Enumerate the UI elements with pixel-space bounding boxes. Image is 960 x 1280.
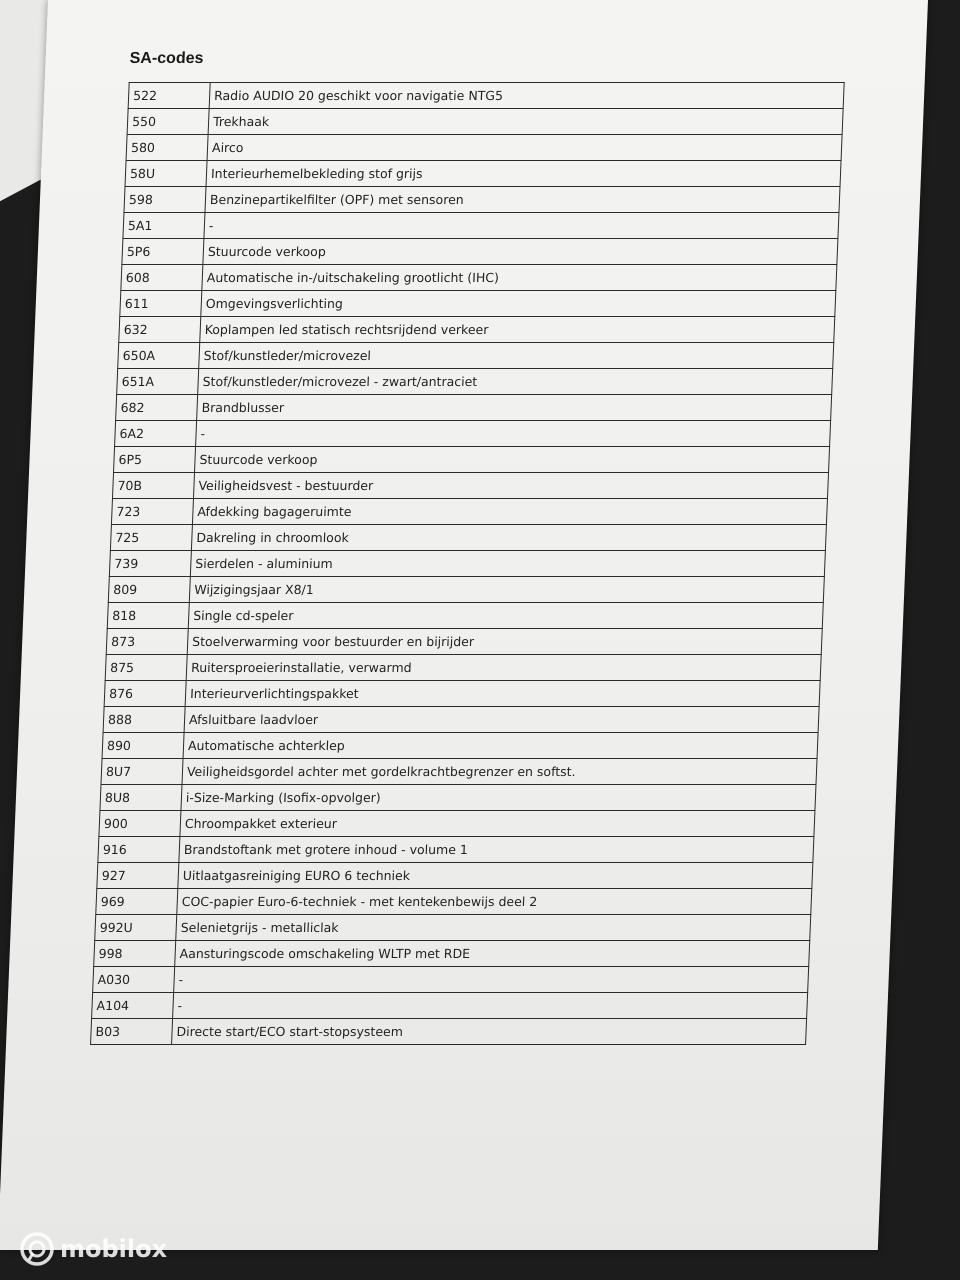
description-cell: Benzinepartikelfilter (OPF) met sensoren bbox=[205, 187, 840, 213]
table-row bbox=[119, 317, 835, 343]
code-cell: 8U7 bbox=[101, 759, 183, 785]
table-row bbox=[111, 499, 827, 525]
code-cell: 682 bbox=[116, 395, 198, 421]
page-title: SA-codes bbox=[129, 50, 204, 67]
table-row bbox=[110, 525, 826, 551]
description-cell: Ruitersproeierinstallatie, verwarmd bbox=[186, 655, 821, 681]
mobilox-logo-icon bbox=[20, 1232, 54, 1266]
sa-codes-table-body bbox=[91, 83, 845, 1045]
description-cell: Omgevingsverlichting bbox=[201, 291, 836, 317]
description-cell: Sierdelen - aluminium bbox=[190, 551, 825, 577]
code-cell: A030 bbox=[93, 967, 175, 993]
table-row bbox=[101, 759, 817, 785]
table-row bbox=[100, 785, 816, 811]
code-cell: 6P5 bbox=[114, 447, 196, 473]
code-cell: 651A bbox=[117, 369, 199, 395]
description-cell: i-Size-Marking (Isofix-opvolger) bbox=[181, 785, 816, 811]
code-cell: 611 bbox=[120, 291, 202, 317]
table-row bbox=[127, 109, 843, 135]
table-row bbox=[98, 837, 814, 863]
code-cell: 723 bbox=[111, 499, 193, 525]
table-row bbox=[118, 343, 834, 369]
table-row bbox=[121, 265, 837, 291]
table-row bbox=[116, 395, 832, 421]
description-cell: Aansturingscode omschakeling WLTP met RDE bbox=[175, 941, 810, 967]
code-cell: 6A2 bbox=[115, 421, 197, 447]
code-cell: 580 bbox=[126, 135, 208, 161]
description-cell: Stuurcode verkoop bbox=[203, 239, 838, 265]
description-cell: Brandstoftank met grotere inhoud - volume 1 bbox=[179, 837, 814, 863]
code-cell: 875 bbox=[105, 655, 187, 681]
table-row bbox=[126, 135, 842, 161]
code-cell: 992U bbox=[95, 915, 177, 941]
table-row bbox=[128, 83, 844, 109]
code-cell: 8U8 bbox=[100, 785, 182, 811]
description-cell: Stof/kunstleder/microvezel - zwart/antraciet bbox=[198, 369, 833, 395]
code-cell: 916 bbox=[98, 837, 180, 863]
code-cell: 969 bbox=[96, 889, 178, 915]
code-cell: 550 bbox=[127, 109, 209, 135]
code-cell: 632 bbox=[119, 317, 201, 343]
description-cell: Afsluitbare laadvloer bbox=[184, 707, 819, 733]
table-row bbox=[122, 239, 838, 265]
description-cell: Dakreling in chroomlook bbox=[191, 525, 826, 551]
code-cell: 927 bbox=[97, 863, 179, 889]
table-row bbox=[108, 577, 824, 603]
description-cell: Radio AUDIO 20 geschikt voor navigatie NTG5 bbox=[209, 83, 844, 109]
table-row bbox=[99, 811, 815, 837]
description-cell: Afdekking bagageruimte bbox=[192, 499, 827, 525]
table-row bbox=[115, 421, 831, 447]
code-cell: 998 bbox=[94, 941, 176, 967]
description-cell: - bbox=[173, 993, 808, 1019]
table-row bbox=[105, 655, 821, 681]
description-cell: Interieurverlichtingspakket bbox=[185, 681, 820, 707]
table-row bbox=[117, 369, 833, 395]
code-cell: 873 bbox=[106, 629, 188, 655]
table-row bbox=[103, 707, 819, 733]
table-row bbox=[93, 967, 809, 993]
code-cell: 650A bbox=[118, 343, 200, 369]
code-cell: 725 bbox=[110, 525, 192, 551]
table-row bbox=[109, 551, 825, 577]
table-row bbox=[104, 681, 820, 707]
table-row bbox=[106, 629, 822, 655]
description-cell: Interieurhemelbekleding stof grijs bbox=[206, 161, 841, 187]
table-row bbox=[107, 603, 823, 629]
code-cell: 809 bbox=[108, 577, 190, 603]
table-row bbox=[92, 993, 808, 1019]
table-row bbox=[114, 447, 830, 473]
description-cell: Trekhaak bbox=[208, 109, 843, 135]
mobilox-watermark bbox=[20, 1232, 167, 1266]
description-cell: Automatische achterklep bbox=[183, 733, 818, 759]
table-row bbox=[95, 915, 811, 941]
code-cell: 888 bbox=[103, 707, 185, 733]
description-cell: - bbox=[196, 421, 831, 447]
description-cell: Automatische in-/uitschakeling grootlicht (IHC) bbox=[202, 265, 837, 291]
table-row bbox=[94, 941, 810, 967]
description-cell: Wijzigingsjaar X8/1 bbox=[189, 577, 824, 603]
description-cell: Stuurcode verkoop bbox=[195, 447, 830, 473]
code-cell: 5P6 bbox=[122, 239, 204, 265]
description-cell: Stof/kunstleder/microvezel bbox=[199, 343, 834, 369]
sa-codes-table bbox=[90, 82, 845, 1045]
code-cell: 598 bbox=[124, 187, 206, 213]
table-row bbox=[102, 733, 818, 759]
table-row bbox=[125, 161, 841, 187]
description-cell: Chroompakket exterieur bbox=[180, 811, 815, 837]
description-cell: Uitlaatgasreiniging EURO 6 techniek bbox=[178, 863, 813, 889]
table-row bbox=[96, 889, 812, 915]
table-row bbox=[97, 863, 813, 889]
code-cell: 522 bbox=[128, 83, 210, 109]
code-cell: 890 bbox=[102, 733, 184, 759]
code-cell: 818 bbox=[107, 603, 189, 629]
description-cell: Koplampen led statisch rechtsrijdend verkeer bbox=[200, 317, 835, 343]
code-cell: 58U bbox=[125, 161, 207, 187]
code-cell: A104 bbox=[92, 993, 174, 1019]
description-cell: Stoelverwarming voor bestuurder en bijrijder bbox=[187, 629, 822, 655]
table-row bbox=[120, 291, 836, 317]
code-cell: 876 bbox=[104, 681, 186, 707]
code-cell: 739 bbox=[109, 551, 191, 577]
table-row bbox=[112, 473, 828, 499]
description-cell: Single cd-speler bbox=[188, 603, 823, 629]
description-cell: Veiligheidsvest - bestuurder bbox=[193, 473, 828, 499]
table-row bbox=[124, 187, 840, 213]
description-cell: Brandblusser bbox=[197, 395, 832, 421]
description-cell: Selenietgrijs - metalliclak bbox=[176, 915, 811, 941]
code-cell: 900 bbox=[99, 811, 181, 837]
code-cell: 70B bbox=[112, 473, 194, 499]
description-cell: COC-papier Euro-6-techniek - met kentekenbewijs deel 2 bbox=[177, 889, 812, 915]
table-row bbox=[123, 213, 839, 239]
code-cell: B03 bbox=[91, 1019, 173, 1045]
table-row bbox=[91, 1019, 807, 1045]
code-cell: 5A1 bbox=[123, 213, 205, 239]
description-cell: Directe start/ECO start-stopsysteem bbox=[172, 1019, 807, 1045]
description-cell: - bbox=[174, 967, 809, 993]
code-cell: 608 bbox=[121, 265, 203, 291]
description-cell: Airco bbox=[207, 135, 842, 161]
description-cell: - bbox=[204, 213, 839, 239]
watermark-text: mobilox bbox=[60, 1235, 168, 1263]
description-cell: Veiligheidsgordel achter met gordelkrachtbegrenzer en softst. bbox=[182, 759, 817, 785]
